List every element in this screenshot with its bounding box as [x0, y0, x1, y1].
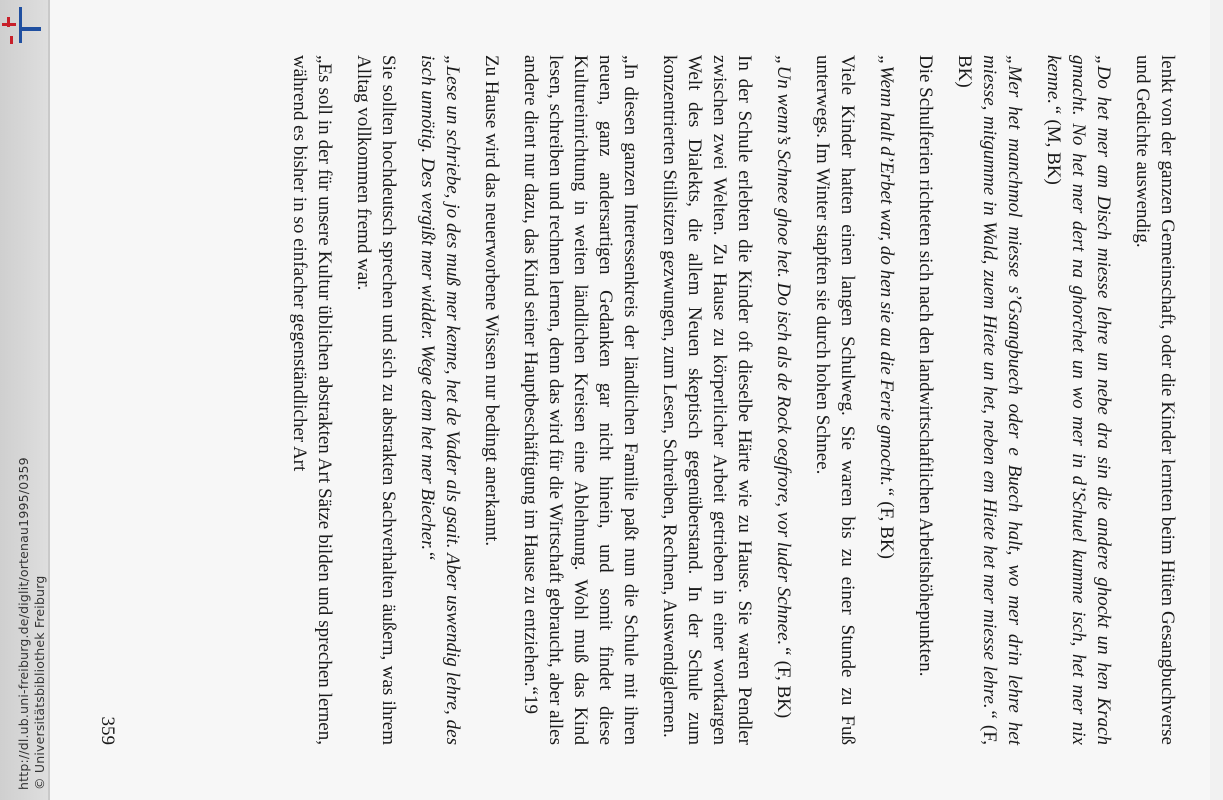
dialect-quote-paragraph [415, 55, 465, 745]
quote-reference: (F, BK) [876, 496, 897, 559]
quote-reference: (F, BK) [773, 655, 794, 719]
scanned-page [50, 0, 1210, 800]
paragraph-text: „In diesen ganzen Interessenkreis der ländlichen Familie paßt nun die Schule mit ihren neuen, ganz andersartigen Gedanken gar nicht hinein, und somit findet diese Kultureinrichtung in weiten ländlichen Kreisen eine Ablehnung. Wohl muß das Kind lesen, schreiben und rechnen lernen, denn das wird für die Wirtschaft gebraucht, aber alles andere dient nur dazu, das Kind seiner Hauptbeschäftigung im Hause zu entziehen.“19 [520, 55, 641, 745]
quote-reference: (M, BK) [1043, 114, 1064, 185]
paragraph-text: Sie sollten hochdeutsch sprechen und sich zu abstrakten Sachverhalten äußern, was ihrem Alltag vollkommen fremd war. [353, 55, 399, 745]
quote-reference: (F, BK) [954, 55, 1000, 745]
body-paragraph [913, 55, 938, 745]
dialect-quote-paragraph [1041, 55, 1116, 745]
paragraph-text: In der Schule erlebten die Kinder oft dieselbe Härte wie zu Hause. Sie waren Pendler zwischen zwei Welten. Zu Hause zu körperlicher Arbeit getrieben in einer wortkargen Welt des Dialekts, die allem Neuen skeptisch gegenüberstand. In der Schule zum konzentrierten Stillsitzen gezwungen, zum Lesen, Schreiben, Rechnen, Auswendiglernen. [659, 55, 755, 745]
dialect-quote: „Un wenn’s Schnee ghoe het. Do isch als de Rock oegfrore, vor luder Schnee.“ [773, 55, 794, 656]
dialect-quote: „Do het mer am Disch miesse lehre un nebe dra sin die andere ghockt un hen Krach gmacht. No het mer dert na ghorchet un wo mer in d’Schuel kumme isch, het mer nix kenne.“ [1043, 55, 1114, 745]
paragraph-text: Zu Hause wird das neuerworbene Wissen nur bedingt anerkannt. [481, 55, 502, 547]
paragraph-text: lenkt von der ganzen Gemeinschaft, oder die Kinder lernten beim Hüten Gesangbuchverse und Gedichte auswendig. [1132, 55, 1178, 745]
body-paragraph [351, 55, 401, 745]
paragraph-text: Viele Kinder hatten einen langen Schulweg. Sie waren bis zu einer Stunde zu Fuß unterwegs. Im Winter stapften sie durch hohen Schnee. [812, 55, 858, 745]
paragraph-text: Die Schulferien richteten sich nach den landwirtschaftlichen Arbeitshöhepunkten. [915, 55, 936, 677]
page-number: 359 [97, 716, 118, 745]
body-paragraph [810, 55, 860, 745]
body-paragraph [287, 55, 337, 745]
viewer-sidebar [0, 0, 48, 800]
page-text [287, 55, 1180, 745]
dialect-quote: „Wenn halt d’Erbet war, do hen sie au die Ferie gmocht.“ [876, 55, 897, 497]
copyright-notice: © Universitätsbibliothek Freiburg [32, 575, 47, 790]
dialect-quote-paragraph [771, 55, 796, 745]
body-paragraph [657, 55, 757, 745]
body-paragraph [1130, 55, 1180, 745]
body-paragraph [479, 55, 504, 745]
dialect-quote: „Mer het manchmol miesse s’Gsangbuech oder e Buech halt, wo mer drin lehre het miesse, mitgumme in Wald, zuem Hiete un het, neben em Hiete het mer miesse lehre.“ [979, 55, 1025, 745]
dialect-quote-paragraph [874, 55, 899, 745]
dialect-quote-paragraph [952, 55, 1027, 745]
dialect-quote: „Lese un schriebe, jo des muß mer kenne, het de Vader als gsait. Aber uswendig lehre, des isch unnötig. Des vergißt mer widder. Wege dem het mer Biecher.“ [417, 55, 463, 745]
body-paragraph [518, 55, 643, 745]
right-margin-strip [1210, 0, 1223, 800]
paragraph-text: „Es soll in der für unsere Kultur üblichen abstrakten Art Sätze bilden und sprechen lernen, während es bisher in so einfacher gegenständlicher Art [289, 55, 335, 745]
document-url[interactable]: http://dl.ub.uni-freiburg.de/diglit/ortenau1995/0359 [16, 457, 31, 790]
